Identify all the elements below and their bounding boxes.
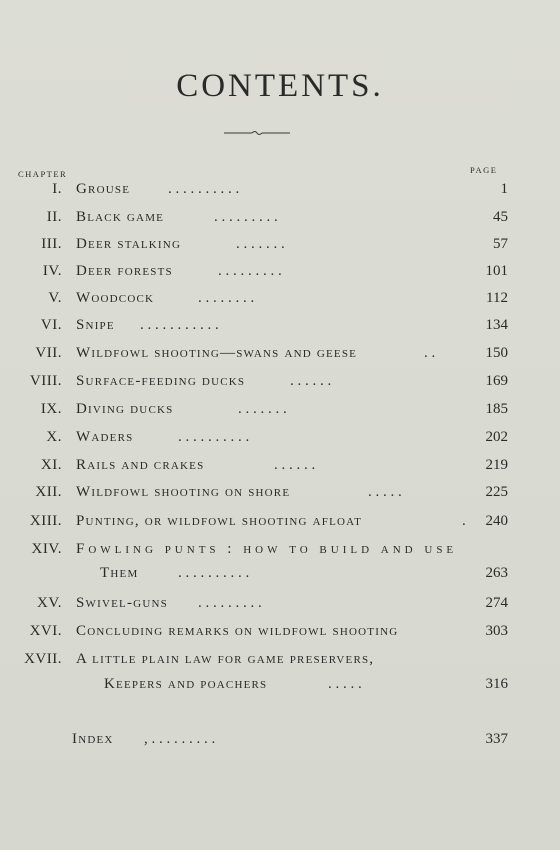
chapter-number: XVII. [24, 651, 62, 667]
chapter-title: black game [76, 209, 165, 225]
chapter-title-continued: Them [100, 565, 139, 581]
chapter-title: surface-feeding ducks [76, 373, 246, 389]
chapter-number: VII. [35, 345, 62, 361]
chapter-title: deer forests [76, 263, 173, 279]
chapter-title: woodcock [76, 290, 155, 306]
chapter-number: I. [52, 181, 62, 197]
page-number: 150 [485, 345, 508, 361]
page-number: 185 [485, 401, 508, 417]
page-column-header: PAGE [470, 165, 498, 175]
page-number: 337 [485, 731, 508, 747]
page-number: 225 [485, 484, 508, 500]
chapter-number: IV. [42, 263, 62, 279]
chapter-title: punting, or wildfowl shooting afloat [76, 513, 362, 529]
chapter-title: waders [76, 429, 134, 445]
ornament-divider-icon [224, 128, 290, 138]
chapter-number: VIII. [29, 373, 62, 389]
chapter-number: IX. [40, 401, 62, 417]
page-number: 240 [485, 513, 508, 529]
page-number: 112 [486, 290, 508, 306]
chapter-number: XIV. [31, 541, 62, 557]
index-title: Index [72, 731, 114, 747]
chapter-number: XIII. [29, 513, 62, 529]
chapter-number: V. [48, 290, 62, 306]
leader-dots: . . . . . . . . . [198, 595, 262, 611]
chapter-number: XI. [40, 457, 62, 473]
leader-dots: . . . . . . . . . . . [140, 317, 219, 333]
leader-dots: . . . . . . . [236, 236, 285, 252]
chapter-column-header: CHAPTER [18, 169, 68, 179]
page-number: 101 [485, 263, 508, 279]
leader-dots: . . . . . . [274, 457, 316, 473]
leader-dots: . . . . . . . . [198, 290, 255, 306]
chapter-number: VI. [40, 317, 62, 333]
leader-dots: . . . . . . . . . . [178, 565, 250, 581]
chapter-title: wildfowl shooting—swans and geese [76, 345, 358, 361]
chapter-title: snipe [76, 317, 115, 333]
chapter-number: XII. [35, 484, 62, 500]
chapter-number: XV. [37, 595, 62, 611]
page-number: 263 [485, 565, 508, 581]
page-title: CONTENTS. [176, 68, 384, 104]
leader-dots: . . . . . . . . . . [168, 181, 240, 197]
chapter-number: XVI. [29, 623, 62, 639]
leader-dots: . . . . . [328, 676, 362, 692]
chapter-title: wildfowl shooting on shore [76, 484, 291, 500]
chapter-title: diving ducks [76, 401, 174, 417]
leader-dots: . . . . . . [290, 373, 332, 389]
leader-dots: . . . . . . . . . [214, 209, 278, 225]
page-number: 219 [485, 457, 508, 473]
leader-dots: , . . . . . . . . . [144, 731, 216, 747]
chapter-title: rails and crakes [76, 457, 205, 473]
chapter-number: II. [46, 209, 62, 225]
leader-dots: . . . . . . . . . . [178, 429, 250, 445]
page-number: 169 [485, 373, 508, 389]
chapter-title: fowling punts : how to build and use [76, 541, 458, 557]
leader-dots: . . . . . . . [238, 401, 287, 417]
chapter-title: swivel-guns [76, 595, 168, 611]
chapter-title: a little plain law for game preservers, [76, 651, 375, 667]
page-number: 1 [500, 181, 508, 197]
page-number: 134 [485, 317, 508, 333]
chapter-title: grouse [76, 181, 131, 197]
chapter-number: X. [46, 429, 62, 445]
page-number: 57 [493, 236, 508, 252]
leader-dots: . [462, 513, 466, 529]
leader-dots: . . [424, 345, 436, 361]
chapter-title: concluding remarks on wildfowl shooting [76, 623, 399, 639]
leader-dots: . . . . . [368, 484, 402, 500]
page-number: 316 [485, 676, 508, 692]
chapter-title-continued: Keepers and poachers [104, 676, 268, 692]
chapter-title: deer stalking [76, 236, 182, 252]
chapter-number: III. [41, 236, 62, 252]
leader-dots: . . . . . . . . . [218, 263, 282, 279]
page-number: 45 [493, 209, 508, 225]
page-number: 202 [485, 429, 508, 445]
page-number: 303 [485, 623, 508, 639]
page-number: 274 [485, 595, 508, 611]
